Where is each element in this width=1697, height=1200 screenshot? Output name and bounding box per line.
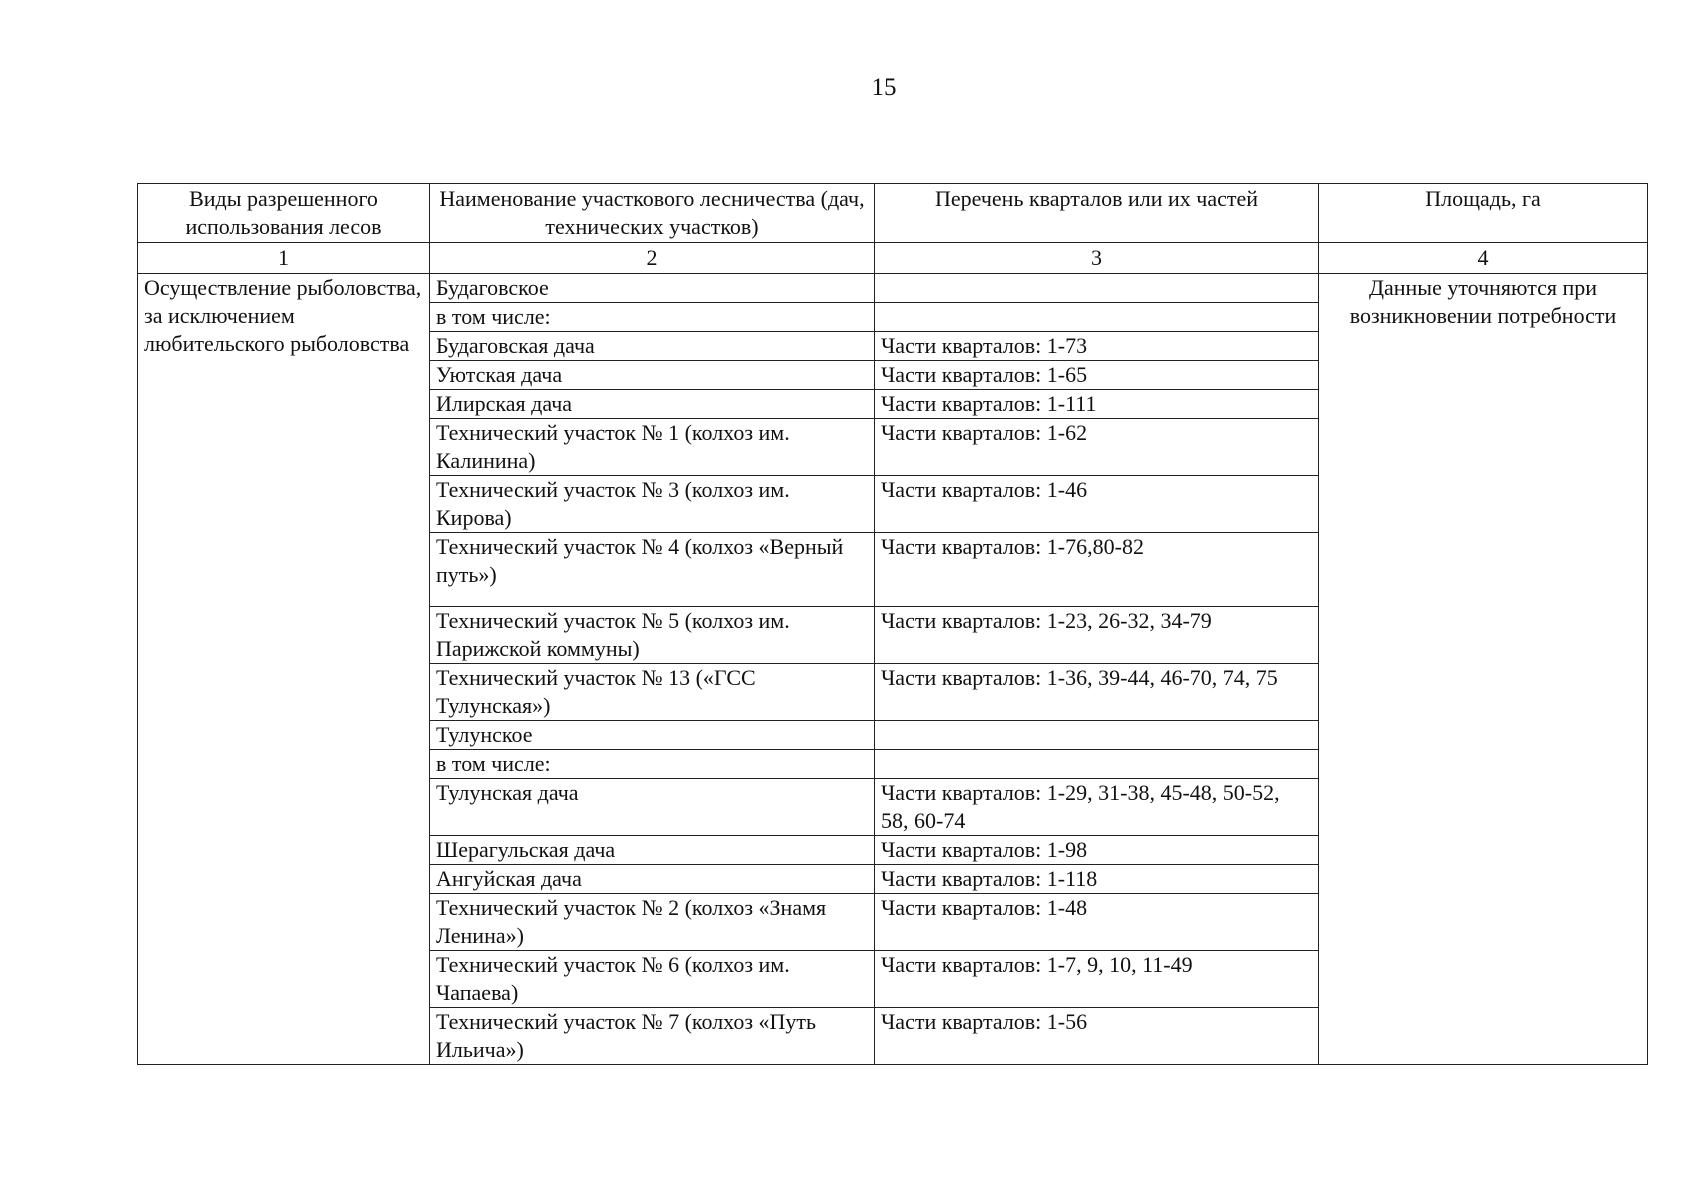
area-note-cell: Данные уточняются при возникновении потребности (1319, 274, 1648, 1065)
forestry-name-cell: Технический участок № 5 (колхоз им. Парижской коммуны) (430, 607, 875, 664)
header-quarters: Перечень кварталов или их частей (875, 184, 1319, 243)
use-type-cell: Осуществление рыболовства, за исключением любительского рыболовства (138, 274, 430, 1065)
forestry-name-cell: Технический участок № 13 («ГСС Тулунская») (430, 664, 875, 721)
forestry-name-cell: в том числе: (430, 750, 875, 779)
quarters-cell: Части кварталов: 1-111 (875, 390, 1319, 419)
column-number: 4 (1319, 243, 1648, 274)
column-number: 1 (138, 243, 430, 274)
quarters-cell: Части кварталов: 1-7, 9, 10, 11-49 (875, 951, 1319, 1008)
quarters-cell: Части кварталов: 1-36, 39-44, 46-70, 74, 75 (875, 664, 1319, 721)
quarters-cell: Части кварталов: 1-73 (875, 332, 1319, 361)
forestry-name-cell: Технический участок № 7 (колхоз «Путь Ильича») (430, 1008, 875, 1065)
quarters-cell: Части кварталов: 1-48 (875, 894, 1319, 951)
forestry-name-cell: Ангуйская дача (430, 865, 875, 894)
quarters-cell: Части кварталов: 1-118 (875, 865, 1319, 894)
header-use-type: Виды разрешенного использования лесов (138, 184, 430, 243)
forestry-name-cell: в том числе: (430, 303, 875, 332)
forestry-name-cell: Технический участок № 2 (колхоз «Знамя Ленина») (430, 894, 875, 951)
quarters-cell (875, 721, 1319, 750)
header-area: Площадь, га (1319, 184, 1648, 243)
table-row (138, 274, 1648, 303)
column-number: 2 (430, 243, 875, 274)
table-header-row (138, 184, 1648, 243)
forestry-name-cell: Будаговская дача (430, 332, 875, 361)
forestry-name-cell: Тулунское (430, 721, 875, 750)
forestry-name-cell: Технический участок № 3 (колхоз им. Кирова) (430, 476, 875, 533)
quarters-cell (875, 750, 1319, 779)
quarters-cell (875, 274, 1319, 303)
quarters-cell: Части кварталов: 1-23, 26-32, 34-79 (875, 607, 1319, 664)
quarters-cell (875, 303, 1319, 332)
quarters-cell: Части кварталов: 1-98 (875, 836, 1319, 865)
forestry-name-cell: Уютская дача (430, 361, 875, 390)
forestry-name-cell: Илирская дача (430, 390, 875, 419)
quarters-cell: Части кварталов: 1-76,80-82 (875, 533, 1319, 607)
forestry-name-cell: Шерагульская дача (430, 836, 875, 865)
forestry-name-cell: Технический участок № 1 (колхоз им. Калинина) (430, 419, 875, 476)
column-number-row (138, 243, 1648, 274)
column-number: 3 (875, 243, 1319, 274)
page-number: 15 (871, 74, 897, 101)
quarters-cell: Части кварталов: 1-46 (875, 476, 1319, 533)
forest-use-table (137, 183, 1648, 1065)
quarters-cell: Части кварталов: 1-65 (875, 361, 1319, 390)
forestry-name-cell: Технический участок № 4 (колхоз «Верный путь») (430, 533, 875, 607)
forestry-name-cell: Будаговское (430, 274, 875, 303)
table-body (138, 274, 1648, 1065)
quarters-cell: Части кварталов: 1-29, 31-38, 45-48, 50-52, 58, 60-74 (875, 779, 1319, 836)
header-forestry-name: Наименование участкового лесничества (дач, технических участков) (430, 184, 875, 243)
quarters-cell: Части кварталов: 1-56 (875, 1008, 1319, 1065)
forestry-name-cell: Технический участок № 6 (колхоз им. Чапаева) (430, 951, 875, 1008)
quarters-cell: Части кварталов: 1-62 (875, 419, 1319, 476)
forestry-name-cell: Тулунская дача (430, 779, 875, 836)
